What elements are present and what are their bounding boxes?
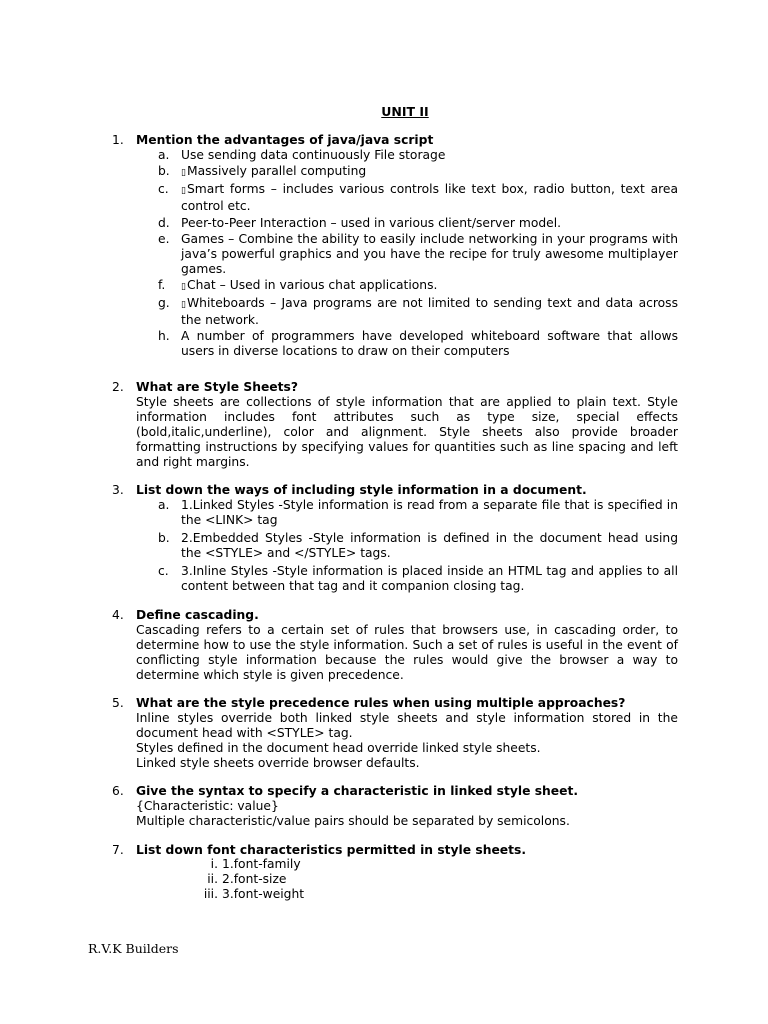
question-number: 6. bbox=[112, 784, 124, 798]
answer-text: Cascading refers to a certain set of rules that browsers use, in cascading order, to determine how to use the style information. Such a set of rules is useful in the event of conflicting style information because the rules would give the browser a way to determine which style is given precedence. bbox=[136, 623, 678, 682]
question-3 bbox=[112, 483, 678, 595]
question-4 bbox=[112, 608, 678, 683]
answer-list bbox=[196, 857, 304, 902]
missing-glyph-icon: ▯ bbox=[181, 168, 186, 179]
list-item: d. Peer-to-Peer Interaction – used in various client/server model. bbox=[158, 215, 562, 230]
question-title: What are Style Sheets? bbox=[136, 380, 298, 394]
answer-text: Multiple characteristic/value pairs should be separated by semicolons. bbox=[136, 814, 570, 828]
page-footer: R.V.K Builders bbox=[88, 941, 179, 956]
question-1 bbox=[112, 133, 678, 361]
question-title: Mention the advantages of java/java script bbox=[136, 133, 434, 147]
list-item: g. ▯Whiteboards – Java programs are not limited to sending text and data across the network. bbox=[158, 296, 678, 328]
list-item: e. Games – Combine the ability to easily include networking in your programs with java’s powerful graphics and you have the recipe for truly awesome multiplayer games. bbox=[158, 231, 678, 276]
question-title: Give the syntax to specify a characteristic in linked style sheet. bbox=[136, 784, 579, 798]
list-item: c. ▯Smart forms – includes various controls like text box, radio button, text area control etc. bbox=[158, 182, 678, 214]
answer-text: Styles defined in the document head override linked style sheets. bbox=[136, 741, 541, 755]
answer-text: Linked style sheets override browser defaults. bbox=[136, 756, 420, 770]
missing-glyph-icon: ▯ bbox=[181, 281, 186, 292]
question-7 bbox=[112, 843, 678, 858]
list-item: ii. 2.font-size bbox=[207, 872, 287, 886]
question-title: Define cascading. bbox=[136, 608, 259, 622]
question-number: 7. bbox=[112, 843, 124, 857]
list-item: b. 2.Embedded Styles -Style information is defined in the document head using the <STYLE> and </STYLE> tags. bbox=[158, 531, 678, 560]
list-item: f. ▯Chat – Used in various chat applications. bbox=[154, 278, 678, 295]
page-title: UNIT II bbox=[381, 104, 429, 119]
list-item: c. 3.Inline Styles -Style information is placed inside an HTML tag and applies to all content between that tag and it companion closing tag. bbox=[158, 564, 678, 593]
question-title: List down the ways of including style information in a document. bbox=[136, 483, 587, 497]
question-number: 4. bbox=[112, 608, 124, 622]
question-5 bbox=[112, 696, 678, 771]
missing-glyph-icon: ▯ bbox=[181, 300, 186, 311]
answer-text: {Characteristic: value} bbox=[136, 799, 279, 813]
question-number: 3. bbox=[112, 483, 124, 497]
list-item: a. Use sending data continuously File storage bbox=[158, 148, 446, 162]
question-title: What are the style precedence rules when using multiple approaches? bbox=[136, 696, 626, 710]
answer-text: Inline styles override both linked style sheets and style information stored in the document head with <STYLE> tag. bbox=[136, 711, 678, 740]
list-item: h. A number of programmers have developed whiteboard software that allows users in diverse locations to draw on their computers bbox=[158, 329, 678, 359]
list-item: iii. 3.font-weight bbox=[203, 887, 305, 901]
list-item: i. 1.font-family bbox=[210, 857, 301, 871]
answer-list bbox=[154, 498, 678, 594]
list-item: a. 1.Linked Styles -Style information is read from a separate file that is specified in the <LINK> tag bbox=[158, 498, 678, 527]
question-title: List down font characteristics permitted in style sheets. bbox=[136, 843, 527, 857]
question-2 bbox=[112, 380, 678, 470]
answer-text: Style sheets are collections of style information that are applied to plain text. Style information includes font attributes such as type size, special effects (bold,italic,underline), color and alignment. Style sheets also provide broader formatting instructions by specifying values for quantities such as line spacing and left and right margins. bbox=[136, 395, 678, 469]
missing-glyph-icon: ▯ bbox=[181, 186, 186, 197]
question-number: 1. bbox=[112, 133, 124, 147]
list-item: b. ▯Massively parallel computing bbox=[154, 164, 678, 181]
question-6 bbox=[112, 784, 678, 829]
question-number: 5. bbox=[112, 696, 124, 710]
answer-list bbox=[154, 148, 678, 359]
question-number: 2. bbox=[112, 380, 124, 394]
